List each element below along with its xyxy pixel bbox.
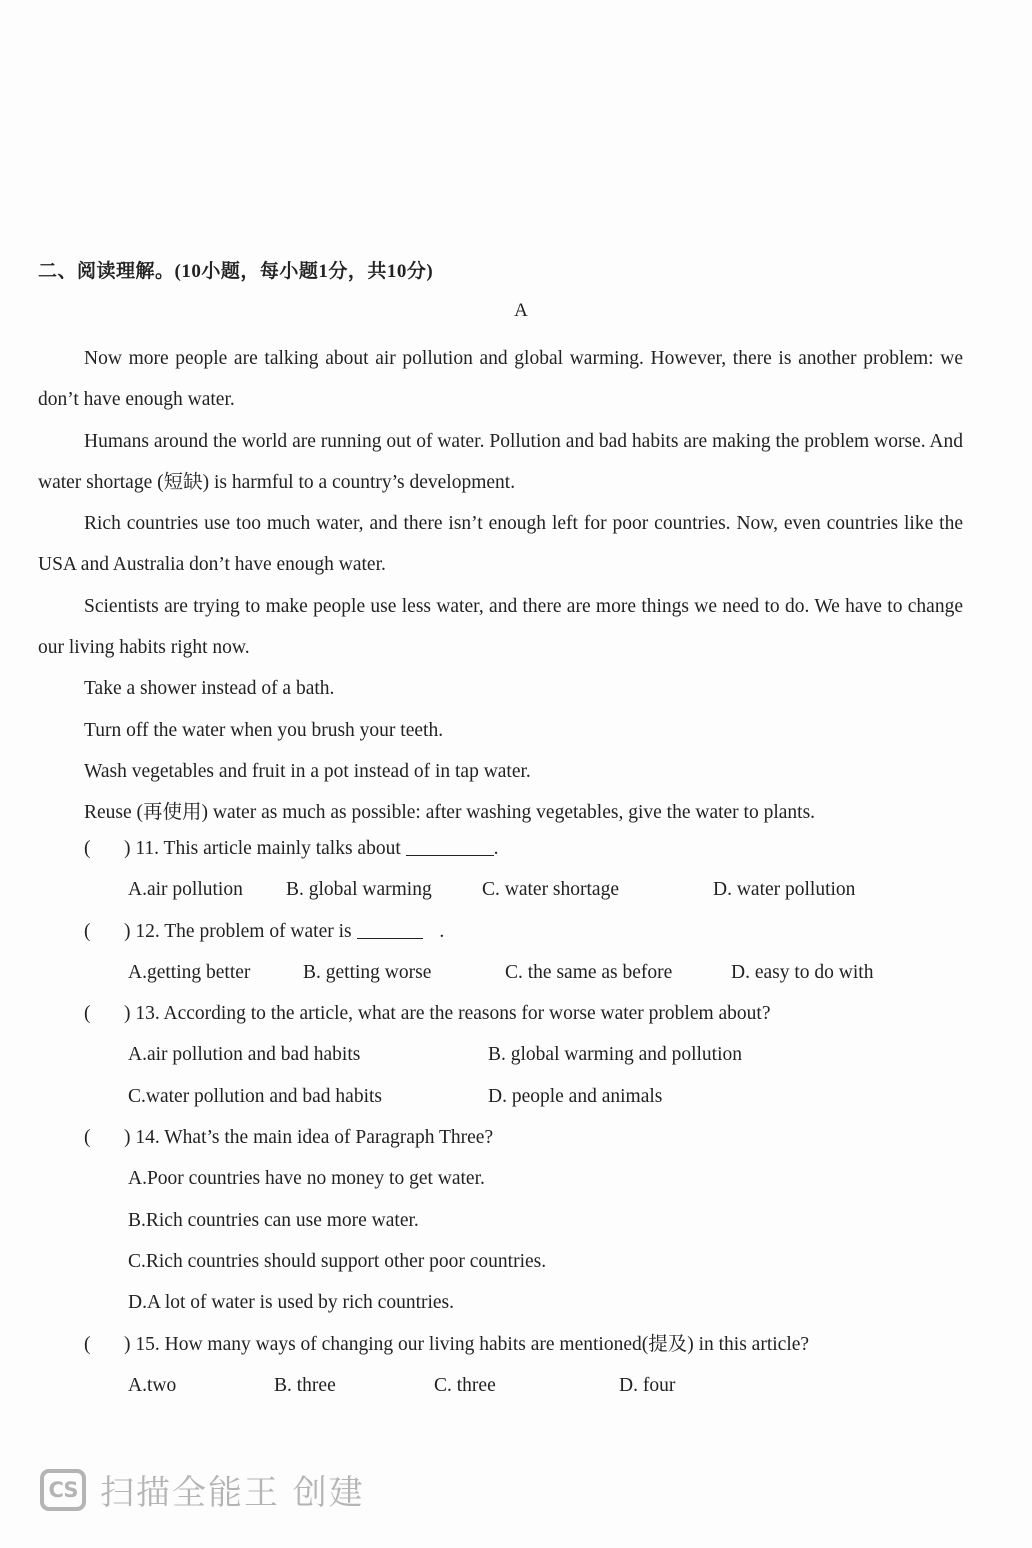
- answer-bracket[interactable]: (: [84, 838, 91, 859]
- camscanner-logo-icon: CS: [40, 1469, 86, 1511]
- option-d: D. water pollution: [713, 879, 856, 901]
- watermark-text: 扫描全能王 创建: [100, 1473, 365, 1513]
- passage-paragraph-1: Now more people are talking about air pollution and global warming. However, there is another problem: we don’t have enough water.: [38, 348, 963, 411]
- option-c: C.Rich countries should support other poor countries.: [128, 1250, 547, 1272]
- question-12: [84, 911, 964, 952]
- option-b: B. global warming: [286, 879, 432, 901]
- question-list: [84, 828, 964, 1406]
- question-12-options: [84, 952, 964, 993]
- option-b: B.Rich countries can use more water.: [128, 1209, 419, 1231]
- question-stem: ) 13. According to the article, what are the reasons for worse water problem about?: [124, 1003, 771, 1025]
- option-b: B. global warming and pollution: [488, 1044, 743, 1066]
- option-b: B. three: [274, 1374, 336, 1396]
- option-d: D. easy to do with: [731, 961, 874, 983]
- answer-bracket[interactable]: (: [84, 920, 91, 942]
- question-stem-end: .: [493, 838, 499, 859]
- answer-bracket[interactable]: (: [84, 1333, 91, 1355]
- answer-blank: [357, 918, 423, 939]
- option-c: C. the same as before: [505, 961, 673, 983]
- option-d: D. four: [619, 1374, 676, 1396]
- reading-passage: [38, 338, 963, 834]
- question-14: [84, 1117, 964, 1158]
- section-title: 二、阅读理解。(10小题，每小题1分，共10分): [38, 261, 434, 282]
- answer-bracket[interactable]: (: [84, 1003, 91, 1025]
- question-13-options-row-1: [84, 1034, 964, 1075]
- option-a: A.two: [128, 1374, 177, 1396]
- option-a: A.getting better: [128, 961, 251, 983]
- option-a: A.air pollution: [128, 879, 243, 901]
- question-stem-end: .: [439, 920, 445, 942]
- option-c: C. three: [434, 1374, 496, 1396]
- question-15-options: [84, 1365, 964, 1406]
- option-a: A.Poor countries have no money to get water.: [128, 1168, 485, 1190]
- option-c: C.water pollution and bad habits: [128, 1085, 382, 1107]
- passage-tip-4: Reuse (再使用) water as much as possible: after washing vegetables, give the water to plants.: [84, 802, 816, 824]
- option-c: C. water shortage: [482, 879, 619, 901]
- option-d: D.A lot of water is used by rich countries.: [128, 1292, 455, 1314]
- question-15: [84, 1324, 964, 1365]
- option-b: B. getting worse: [303, 961, 432, 983]
- answer-blank: [406, 835, 494, 856]
- answer-bracket[interactable]: (: [84, 1127, 91, 1149]
- scanner-watermark: [40, 1465, 365, 1514]
- question-11: [84, 828, 964, 869]
- option-a: A.air pollution and bad habits: [128, 1044, 361, 1066]
- passage-paragraph-2: Humans around the world are running out of water. Pollution and bad habits are making the problem worse. And water shortage (短缺) is harmful to a country’s development.: [38, 430, 963, 493]
- question-13: [84, 993, 964, 1034]
- question-stem: ) 12. The problem of water is: [124, 920, 352, 942]
- question-stem: ) 14. What’s the main idea of Paragraph Three?: [124, 1127, 494, 1149]
- passage-letter: A: [514, 300, 528, 321]
- passage-tip-3: Wash vegetables and fruit in a pot instead of in tap water.: [84, 760, 531, 782]
- question-13-options-row-2: [84, 1076, 964, 1117]
- passage-tip-2: Turn off the water when you brush your teeth.: [84, 719, 444, 741]
- question-stem: ) 15. How many ways of changing our living habits are mentioned(提及) in this article?: [124, 1333, 810, 1355]
- option-d: D. people and animals: [488, 1085, 663, 1107]
- passage-paragraph-3: Rich countries use too much water, and there isn’t enough left for poor countries. Now, even countries like the USA and Australia don’t have enough water.: [38, 513, 963, 576]
- passage-paragraph-4: Scientists are trying to make people use less water, and there are more things we need to do. We have to change our living habits right now.: [38, 595, 963, 659]
- question-stem: ) 11. This article mainly talks about: [124, 838, 401, 859]
- question-11-options: [84, 869, 964, 910]
- passage-tip-1: Take a shower instead of a bath.: [84, 678, 335, 700]
